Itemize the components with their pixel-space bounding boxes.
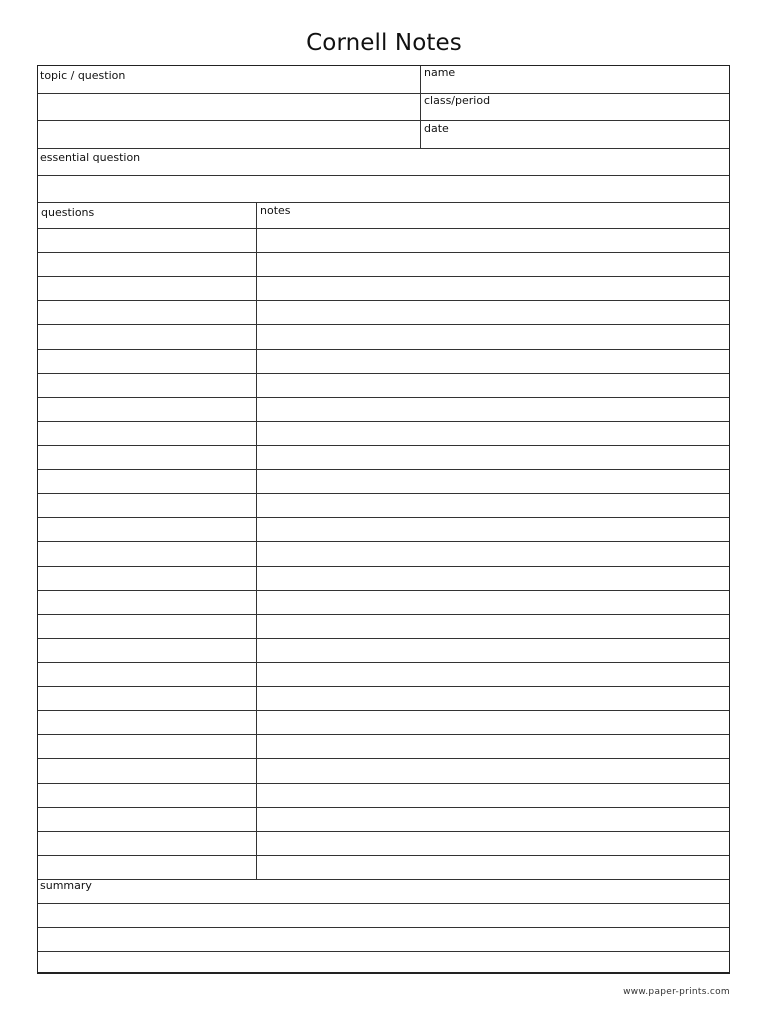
note-row-line xyxy=(38,324,729,325)
header-line-3 xyxy=(38,148,729,149)
note-row-line xyxy=(38,783,729,784)
note-row-line xyxy=(38,493,729,494)
note-row-line xyxy=(38,469,729,470)
note-row-line xyxy=(38,614,729,615)
header-line-2 xyxy=(38,120,729,121)
note-row-line xyxy=(38,517,729,518)
notes-column-label: notes xyxy=(260,204,291,217)
note-row-line xyxy=(38,300,729,301)
note-row-line xyxy=(38,397,729,398)
date-label: date xyxy=(424,122,449,135)
page-title: Cornell Notes xyxy=(306,30,462,56)
note-row-line xyxy=(38,566,729,567)
note-row-line xyxy=(38,590,729,591)
note-row-line xyxy=(38,252,729,253)
summary-line xyxy=(38,927,729,928)
topic-question-label: topic / question xyxy=(40,69,126,82)
note-row-line xyxy=(38,638,729,639)
note-row-line xyxy=(38,228,729,229)
note-row-line xyxy=(38,686,729,687)
note-row-line xyxy=(38,734,729,735)
summary-label: summary xyxy=(40,879,92,892)
note-row-line xyxy=(38,710,729,711)
note-row-line xyxy=(38,349,729,350)
footer-credit: www.paper-prints.com xyxy=(623,987,730,997)
class-period-label: class/period xyxy=(424,94,491,107)
summary-line xyxy=(38,951,729,952)
essential-line-1 xyxy=(38,175,729,176)
header-line-1 xyxy=(38,93,729,94)
note-row-line xyxy=(38,758,729,759)
note-row-line xyxy=(38,831,729,832)
note-row-line xyxy=(38,807,729,808)
questions-column-label: questions xyxy=(41,206,95,219)
note-row-line xyxy=(38,541,729,542)
note-row-line xyxy=(38,373,729,374)
essential-line-2 xyxy=(38,202,729,203)
name-label: name xyxy=(424,66,456,79)
note-row-line xyxy=(38,445,729,446)
note-row-line xyxy=(38,662,729,663)
header-divider xyxy=(420,66,421,148)
summary-top-line xyxy=(38,879,729,880)
essential-question-label: essential question xyxy=(40,151,141,164)
note-row-line xyxy=(38,276,729,277)
summary-line xyxy=(38,903,729,904)
note-row-line xyxy=(38,855,729,856)
cornell-notes-sheet xyxy=(37,65,730,974)
note-row-line xyxy=(38,421,729,422)
